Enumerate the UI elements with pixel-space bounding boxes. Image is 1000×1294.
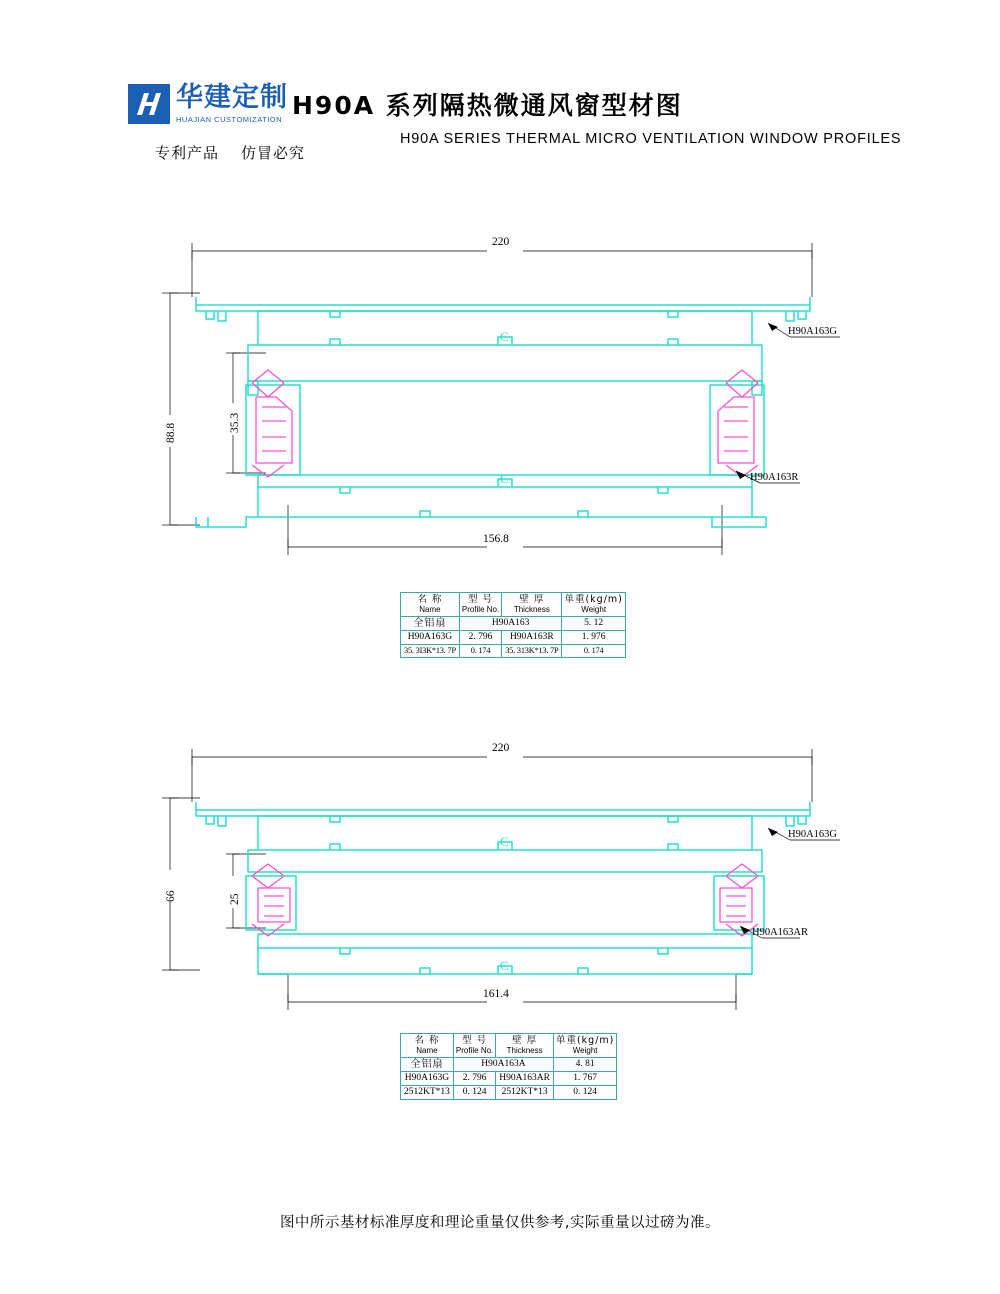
center-mark-bottom-1: C: [500, 471, 509, 486]
cell-r3c4: 0. 174: [562, 645, 625, 658]
header-cell-thickness: [502, 593, 562, 617]
header-cell-weight: [553, 1034, 616, 1058]
cell-r1c4: 5. 12: [562, 616, 625, 631]
profile-drawing-1: [0, 225, 1000, 585]
footer-note: 图中所示基材标准厚度和理论重量仅供参考,实际重量以过磅为准。: [279, 1215, 721, 1231]
brand-logo: [128, 84, 288, 124]
spec-table-2: [400, 1033, 617, 1100]
cell-r2c1: H90A163G: [401, 1072, 454, 1086]
cell-r1c4: 4. 81: [553, 1057, 616, 1072]
cell-r1c2: H90A163A: [453, 1057, 553, 1072]
header-cell-name: [401, 593, 460, 617]
dim-left-inner-2: 25: [229, 893, 241, 905]
table-row: [401, 1072, 617, 1086]
cell-r2c2: 2. 796: [459, 631, 501, 645]
cell-r2c4: 1. 767: [553, 1072, 616, 1086]
cell-r3c3: 2512KT*13: [496, 1086, 554, 1100]
dim-bottom-2: 161.4: [483, 988, 509, 1000]
header-profile-en: Profile No.: [461, 605, 500, 615]
page-header: [0, 0, 1000, 185]
cell-r2c3: H90A163AR: [496, 1072, 554, 1086]
header-name-en: Name: [419, 605, 441, 615]
table-row: [401, 645, 626, 658]
page-title-cn: H90A 系列隔热微通风窗型材图: [292, 91, 683, 120]
center-mark-bottom-2: C: [500, 958, 509, 973]
center-mark-top-2: C: [500, 834, 509, 849]
header-thickness-cn: 壁 厚: [519, 594, 545, 605]
header-profile-cn: 型 号: [468, 594, 494, 605]
dim-top-1: 220: [492, 236, 510, 248]
header-weight-cn: 单重(kg/m): [555, 1035, 615, 1046]
header-thickness-en: Thickness: [506, 1046, 543, 1056]
header-name-en: Name: [416, 1046, 438, 1056]
header-cell-profile-no: [459, 593, 501, 617]
header-thickness-en: Thickness: [513, 605, 550, 615]
table-row: [401, 631, 626, 645]
cell-r3c3: 35. 313K*13. 7P: [502, 645, 562, 658]
header-weight-en: Weight: [572, 1046, 598, 1056]
cell-r3c2: 0. 124: [453, 1086, 495, 1100]
cell-r3c2: 0. 174: [459, 645, 501, 658]
callout-bottom-2: H90A163AR: [752, 927, 809, 938]
header-cell-name: [401, 1034, 454, 1058]
cell-r1c1: 全铝扇: [401, 1057, 454, 1072]
table-header-row: [401, 593, 626, 617]
cell-r1c2: H90A163: [459, 616, 562, 631]
cell-r3c4: 0. 124: [553, 1086, 616, 1100]
header-cell-profile-no: [453, 1034, 495, 1058]
header-name-cn: 名 称: [414, 1035, 440, 1046]
header-thickness-cn: 壁 厚: [512, 1035, 538, 1046]
spec-table-1: [400, 592, 626, 658]
callout-bottom-1: H90A163R: [750, 472, 799, 483]
header-weight-en: Weight: [581, 605, 607, 615]
page-title-en: H90A SERIES THERMAL MICRO VENTILATION WINDOW PROFILES: [400, 131, 902, 147]
patent-notice-part2: 仿冒必究: [241, 144, 306, 162]
cell-r3c1: 35. 3I3K*13. 7P: [401, 645, 460, 658]
cell-r2c1: H90A163G: [401, 631, 460, 645]
dim-left-outer-2: 66: [165, 890, 177, 902]
header-cell-thickness: [496, 1034, 554, 1058]
cell-r2c2: 2. 796: [453, 1072, 495, 1086]
patent-notice: [155, 142, 305, 163]
cell-r3c1: 2512KT*13: [401, 1086, 454, 1100]
callout-top-2: H90A163G: [788, 829, 837, 840]
callout-top-1: H90A163G: [788, 326, 837, 337]
profile-drawing-2: [0, 730, 1000, 1040]
patent-notice-part1: 专利产品: [155, 144, 220, 162]
header-weight-cn: 单重(kg/m): [564, 594, 623, 605]
table-row: [401, 1086, 617, 1100]
cell-r1c1: 全铝扇: [401, 616, 460, 631]
table-header-row: [401, 1034, 617, 1058]
dim-bottom-1: 156.8: [483, 533, 509, 545]
logo-text-cn: 华建定制: [176, 82, 288, 114]
logo-text-en: HUAJIAN CUSTOMIZATION: [176, 114, 283, 124]
cell-r2c3: H90A163R: [502, 631, 562, 645]
header-profile-en: Profile No.: [455, 1046, 494, 1056]
header-profile-cn: 型 号: [462, 1035, 488, 1046]
header-cell-weight: [562, 593, 625, 617]
dim-top-2: 220: [492, 742, 510, 754]
dim-left-inner-1: 35.3: [229, 412, 241, 433]
center-mark-top-1: C: [500, 329, 509, 344]
table-row: [401, 616, 626, 631]
logo-mark-icon: [128, 84, 170, 124]
header-name-cn: 名 称: [417, 594, 443, 605]
cell-r2c4: 1. 976: [562, 631, 625, 645]
dim-left-outer-1: 88.8: [165, 422, 177, 443]
table-row: [401, 1057, 617, 1072]
